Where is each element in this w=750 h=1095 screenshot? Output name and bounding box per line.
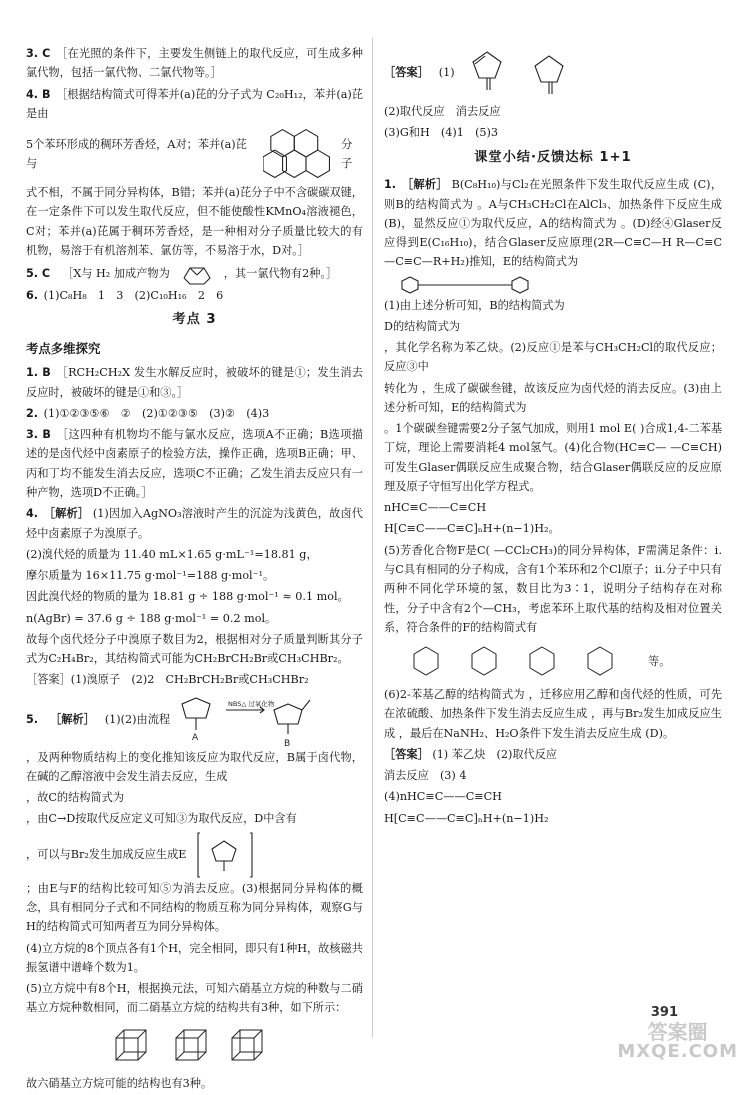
explore-4-moles: 因此溴代烃的物质的量为 18.81 g ÷ 188 g·mol⁻¹ ≈ 0.1 mol。: [26, 590, 349, 604]
explore-1: 1. B ［RCH₂CH₂X 发生水解反应时，被破坏的键是①；发生消去反应时，被破坏的键是①和③。］: [26, 366, 363, 399]
left-column: [26, 44, 363, 1095]
cyclopentenone-structure: [465, 46, 509, 100]
diphenyldiacetylene-structure: [400, 274, 530, 296]
summary-1-t12: 。1个碳碳叁键需要2分子氢气加成，则用1 mol E( )合成1,4-二苯基丁烷，理论上需要消耗4 mol氢气。(4)化合物(HC≡C— —C≡CH)可发生Glaser偶联反应生成聚合物，结合Glaser偶联反应的反应原理及原子守恒写出化学方程式。: [384, 422, 723, 493]
section-title-kaodian: 考点 3: [172, 312, 217, 328]
answer-4: 4. B ［根据结构简式可得苯并(a)芘的分子式为 C₂₀H₁₂，苯并(a)芘是由: [26, 87, 363, 120]
page-number: 391: [650, 1004, 678, 1020]
top-answer-row: ［答案］ (1): [384, 44, 722, 102]
explore-5-t4: ，由C→D按取代反应定义可知③为取代反应，D中含有: [26, 812, 297, 826]
top-answer-3: (3)G和H (4)1 (5)3: [384, 126, 499, 140]
summary-1-t9: ，其化学名称为苯乙炔。(2)反应①是苯与CH₃CH₂Cl的取代反应；反应③中: [384, 341, 722, 374]
summary-1-t7: (1)由上述分析可知，B的结构简式为: [384, 298, 565, 312]
summary-1-t10: 转化为 ，生成了碳碳叁键，故该反应为卤代烃的消去反应。(3)由上述分析可知，E的结构简式为: [384, 381, 722, 414]
answer-5: 5. C ［X与 H₂ 加成产物为 ，其一氯代物有2种。］: [26, 262, 363, 286]
explore-5-t9: 故六硝基立方烷可能的结构也有3种。: [26, 1076, 213, 1090]
pyrene-row: 5个苯环形成的稠环芳香烃，A对；苯并(a)芘与 分子: [26, 125, 363, 183]
reagent-label: NBS△ 过氧化物: [228, 699, 275, 708]
explore-5-flow: 5. ［解析］ (1)(2)由流程 A B NBS△ 过氧化物: [26, 692, 363, 748]
summary-1: 1. ［解析］ B(C₈H₁₀)与Cl₂在光照条件下发生取代反应生成 (C)，则B的结构简式为 。A与CH₃CH₂Cl在AlCl₃、加热条件下反应生成 (B)，显然反应①为取代反应，A的结构简式为 。(D)经④Glaser反应得到E(C₁₆H₁₀)，结合Glaser反应原理(2R—C≡C—H R—C≡C—C≡C—R+H₂)推知，E的结构简式为: [384, 178, 723, 269]
explore-5-t3: ，故C的结构简式为: [26, 791, 125, 805]
summary-answer-4: H[C≡C——C≡C]ₙH+(n−1)H₂: [384, 811, 549, 825]
dibromocyclopentanone-structure: [519, 44, 579, 102]
explore-4: 4. ［解析］ (1)因加入AgNO₃溶液时产生的沉淀为浅黄色，故卤代烃中卤素原子为溴原子。: [26, 507, 363, 540]
column-divider: [372, 38, 373, 1038]
summary-1-eq2: H[C≡C——C≡C]ₙH+(n−1)H₂。: [384, 522, 560, 536]
explore-4-formula: 故每个卤代烃分子中溴原子数目为2，根据相对分子质量判断其分子式为C₂H₄Br₂，其结构简式可能为CH₂BrCH₂Br或CH₃CHBr₂。: [26, 632, 363, 666]
answer-6: 6. (1)C₈H₈ 1 3 (2)C₁₀H₁₆ 2 6: [26, 289, 224, 303]
reaction-flow-structure: [180, 692, 320, 748]
explore-4-agbr: n(AgBr) = 37.6 g ÷ 188 g·mol⁻¹ = 0.2 mol。: [26, 611, 277, 625]
explore-5-t7: (4)立方烷的8个顶点各有1个H，完全相同，即只有1种H，故核磁共振氢谱中谱峰个数为1。: [26, 941, 363, 974]
label-b: B: [284, 738, 291, 748]
explore-5-t2: ，及两种物质结构上的变化推知该反应为取代反应，B属于卤代物，在碱的乙醇溶液中会发生消去反应，生成: [26, 750, 363, 783]
nitrocubane-structures: [110, 1020, 280, 1074]
explore-5-t8: (5)立方烷中有8个H，根据换元法，可知六硝基立方烷的种数与二硝基立方烷种数相同，而二硝基立方烷的结构共有3种，如下所示：: [26, 982, 363, 1015]
label-a: A: [192, 732, 199, 743]
summary-answer-3: (4)nHC≡C——C≡CH: [384, 790, 502, 804]
summary-1-eq1: nHC≡C——C≡CH: [384, 501, 487, 515]
benzopyrene-structure: [263, 125, 331, 183]
answer-4-cont: 式不相，不属于同分异构体，B错；苯并(a)芘分子中不含碳碳双键，在一定条件下可以发生取代反应，但不能使酸性KMnO₄溶液褪色，C对；苯并(a)芘属于稠环芳香烃，是一种相对分子质量比较大的有机物，易溶于有机溶剂苯、氯仿等，不易溶于水，D对。］: [26, 186, 363, 257]
explore-4-mass: (2)溴代烃的质量为 11.40 mL×1.65 g·mL⁻¹=18.81 g，: [26, 547, 318, 561]
dichloro-structures-row: 等。: [384, 639, 722, 685]
summary-1-t17: (6)2-苯基乙醇的结构简式为 ，迁移应用乙醇和卤代烃的性质，可先在浓硫酸、加热条件下发生消去反应生成 ，再与Br₂发生加成反应生成 ，最后在NaNH₂、H₂O条件下发生消去反应生成 (D)。: [384, 688, 722, 740]
dichloroxylene-structures: [404, 639, 634, 685]
bicyclic-structure: [180, 262, 214, 286]
explore-2: 2. (1)①②③⑤⑥ ② (2)①②③⑤ (3)② (4)3: [26, 406, 270, 420]
explore-5-e-row: ，可以与Br₂发生加成反应生成E: [26, 831, 363, 879]
explore-4-answer: ［答案］(1)溴原子 (2)2 CH₂BrCH₂Br或CH₃CHBr₂: [26, 673, 309, 687]
right-column: [384, 44, 722, 830]
top-answer-2: (2)取代反应 消去反应: [384, 105, 501, 118]
dibromo-structure: [196, 831, 254, 879]
nitro-cubanes: [26, 1020, 363, 1074]
watermark-logo: 答案圈 MXQE.COM: [617, 1020, 738, 1063]
summary-1-t8: D的结构简式为: [384, 319, 461, 333]
explore-3: 3. B ［这四种有机物均不能与氯水反应，选项A不正确；B选项描述的是卤代烃中卤素原子的检验方法，操作正确，选项B正确；甲、丙和丁均不能发生消去反应，选项C不正确；乙发生消去反应只有一种产物，选项D不正确。］: [26, 428, 363, 500]
answer-3: 3. C ［在光照的条件下，主要发生侧链上的取代反应，可生成多种氯代物，包括一氯代物、二氯代物等。］: [26, 47, 363, 80]
summary-answer-1: ［答案］ (1) 苯乙炔 (2)取代反应: [384, 747, 558, 761]
explore-5-t6: ；由E与F的结构比较可知⑤为消去反应。(3)根据同分异构体的概念，具有相同分子式和不同结构的物质互称为同分异构体，观察G与H的结构简式可知两者互为同分异构体。: [26, 881, 363, 934]
subheading-explore: 考点多维探究: [26, 341, 101, 357]
summary-1-t15: (5)芳香化合物F是C( —CCl₂CH₃)的同分异构体，F需满足条件：ⅰ.与C具有相同的分子构成，含有1个苯环和2个Cl原子；ⅱ.分子中只有两种不同化学环境的氢，数目比为3∶1，说明分子结构存在对称性，分子中含有2个—CH₃，考虑苯环上取代基的结构及相对位置关系，符合条件的F的结构简式有: [384, 543, 722, 634]
e-structure-row: [384, 274, 722, 296]
section-title-summary: 课堂小结·反馈达标 1+1: [474, 149, 632, 165]
explore-4-molar: 摩尔质量为 16×11.75 g·mol⁻¹=188 g·mol⁻¹。: [26, 569, 275, 583]
summary-answer-2: 消去反应 (3) 4: [384, 769, 467, 783]
